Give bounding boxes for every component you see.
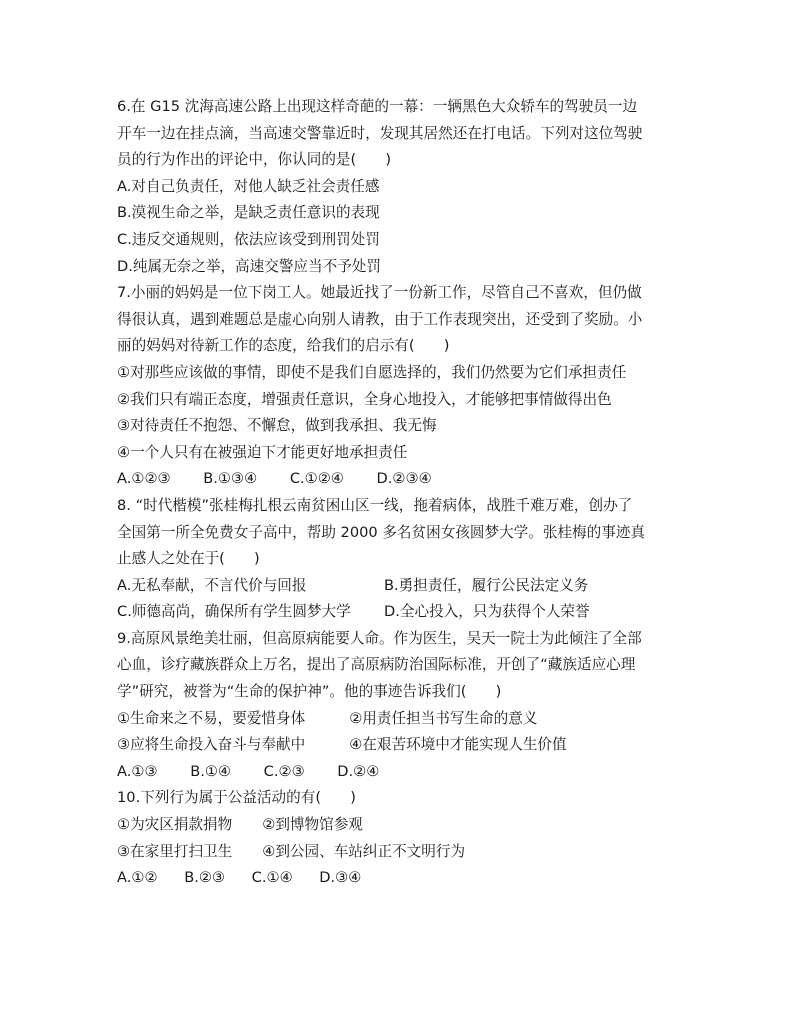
question-7-stem-line-2: 得很认真，遇到难题总是虚心向别人请教，由于工作表现突出，还受到了奖励。小 bbox=[117, 310, 643, 328]
question-6-option-b: B.漠视生命之举，是缺乏责任意识的表现 bbox=[117, 204, 380, 222]
question-7-option-b: B.①③④ bbox=[203, 470, 258, 488]
question-8-stem-line-3: 止感人之处在于( ) bbox=[117, 550, 260, 568]
question-8-option-a: A.无私奉献，不言代价与回报 bbox=[117, 576, 307, 594]
question-7-option-a: A.①②③ bbox=[117, 470, 171, 488]
question-10-option-a: A.①② bbox=[117, 869, 158, 887]
question-10-statement-3: ③在家里打扫卫生 bbox=[117, 842, 233, 860]
question-9-option-d: D.②④ bbox=[337, 762, 380, 780]
question-8 bbox=[117, 493, 685, 626]
question-6-stem-line-3: 员的行为作出的评论中，你认同的是( ) bbox=[117, 151, 392, 169]
question-7-statement-2: ②我们只有端正态度，增强责任意识，全身心地投入，才能够把事情做得出色 bbox=[117, 390, 612, 408]
question-9-stem-line-2: 心血，诊疗藏族群众上万名，提出了高原病防治国际标准，开创了“藏族适应心理 bbox=[117, 656, 636, 674]
question-10-statements-row-1 bbox=[117, 812, 685, 839]
question-7-stem-line-3: 丽的妈妈对待新工作的态度，给我们的启示有( ) bbox=[117, 337, 450, 355]
question-7 bbox=[117, 280, 685, 493]
question-10-statement-1: ①为灾区捐款捐物 bbox=[117, 816, 233, 834]
question-7-option-d: D.②③④ bbox=[376, 470, 432, 488]
question-10-statements-row-2 bbox=[117, 839, 685, 866]
question-9-statements-row-1 bbox=[117, 706, 685, 733]
question-9 bbox=[117, 626, 685, 786]
question-6 bbox=[117, 94, 685, 280]
question-8-option-c: C.师德高尚，确保所有学生圆梦大学 bbox=[117, 603, 351, 621]
question-9-statement-3: ③应将生命投入奋斗与奉献中 bbox=[117, 736, 306, 754]
question-6-option-a: A.对自己负责任，对他人缺乏社会责任感 bbox=[117, 177, 380, 195]
question-8-options-row-2 bbox=[117, 599, 685, 626]
question-8-options-row-1 bbox=[117, 573, 685, 600]
question-9-option-b: B.①④ bbox=[190, 762, 232, 780]
question-6-option-c: C.违反交通规则，依法应该受到刑罚处罚 bbox=[117, 230, 380, 248]
question-10-statement-2: ②到博物馆参观 bbox=[262, 816, 363, 834]
question-10 bbox=[117, 785, 685, 891]
question-8-stem-line-2: 全国第一所全免费女子高中，帮助 2000 多名贫困女孩圆梦大学。张桂梅的事迹真 bbox=[117, 523, 646, 541]
question-10-options bbox=[117, 865, 685, 892]
question-10-option-d: D.③④ bbox=[319, 869, 362, 887]
question-9-statement-4: ④在艰苦环境中才能实现人生价值 bbox=[349, 736, 567, 754]
question-8-stem-line-1: 8. “时代楷模”张桂梅扎根云南贫困山区一线，拖着病体，战胜千难万难，创办了 bbox=[117, 496, 633, 514]
question-10-option-b: B.②③ bbox=[184, 869, 226, 887]
question-7-statement-4: ④一个人只有在被强迫下才能更好地承担责任 bbox=[117, 443, 408, 461]
question-9-statements-row-2 bbox=[117, 732, 685, 759]
question-7-option-c: C.①②④ bbox=[289, 470, 344, 488]
question-9-stem-line-3: 学”研究，被誉为“生命的保护神”。他的事迹告诉我们( ) bbox=[117, 683, 502, 701]
question-9-options bbox=[117, 759, 685, 786]
question-6-stem-line-1: 6.在 G15 沈海高速公路上出现这样奇葩的一幕：一辆黑色大众轿车的驾驶员一边 bbox=[117, 98, 638, 115]
question-7-statement-3: ③对待责任不抱怨、不懈怠，做到我承担、我无悔 bbox=[117, 417, 437, 435]
question-8-option-d: D.全心投入，只为获得个人荣誉 bbox=[384, 603, 590, 621]
question-9-stem-line-1: 9.高原风景绝美壮丽，但高原病能要人命。作为医生，吴天一院士为此倾注了全部 bbox=[117, 629, 642, 647]
question-10-stem: 10.下列行为属于公益活动的有( ) bbox=[117, 789, 356, 807]
question-8-option-b: B.勇担责任，履行公民法定义务 bbox=[384, 576, 589, 594]
question-9-statement-1: ①生命来之不易，要爱惜身体 bbox=[117, 709, 306, 727]
question-9-option-c: C.②③ bbox=[263, 762, 305, 780]
exam-page bbox=[117, 94, 685, 892]
question-7-options bbox=[117, 466, 685, 493]
question-9-statement-2: ②用责任担当书写生命的意义 bbox=[349, 709, 538, 727]
question-10-option-c: C.①④ bbox=[251, 869, 293, 887]
question-7-statement-1: ①对那些应该做的事情，即使不是我们自愿选择的，我们仍然要为它们承担责任 bbox=[117, 363, 627, 381]
question-6-stem-line-2: 开车一边在挂点滴，当高速交警靠近时，发现其居然还在打电话。下列对这位驾驶 bbox=[117, 124, 643, 142]
question-10-statement-4: ④到公园、车站纠正不文明行为 bbox=[262, 842, 466, 860]
question-9-option-a: A.①③ bbox=[117, 762, 158, 780]
question-6-option-d: D.纯属无奈之举，高速交警应当不予处罚 bbox=[117, 257, 381, 275]
question-7-stem-line-1: 7.小丽的妈妈是一位下岗工人。她最近找了一份新工作，尽管自己不喜欢，但仍做 bbox=[117, 284, 642, 302]
